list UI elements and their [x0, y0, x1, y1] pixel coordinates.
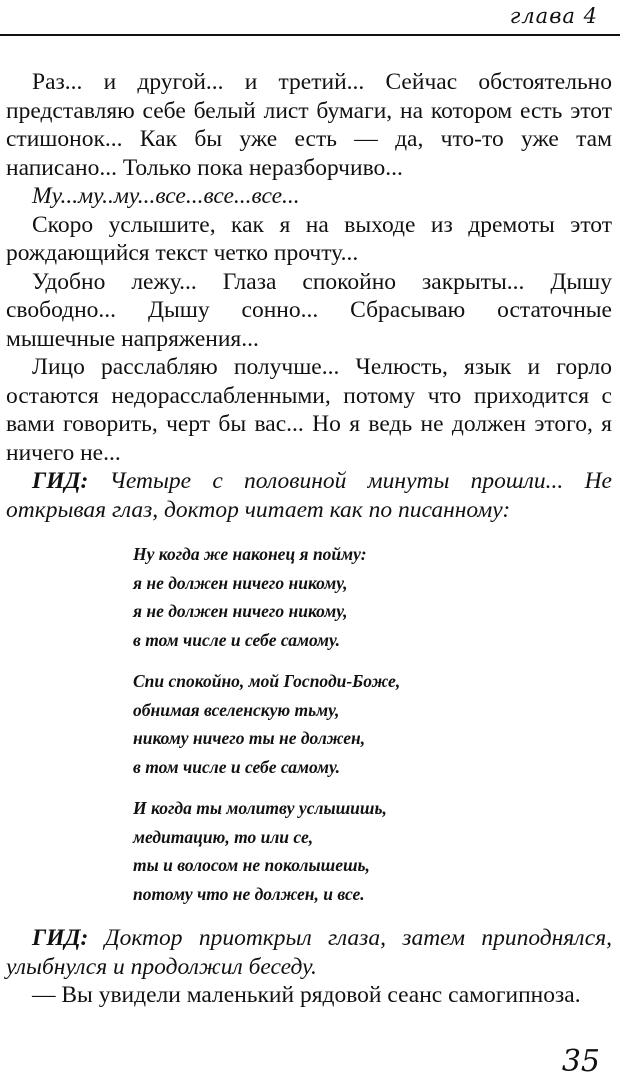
paragraph: Раз... и другой... и третий... Сейчас обстоятельно представляю себе белый лист бумаги, на котором есть этот стишонок... Как бы уже есть — да, что-то уже там написано... Только пока неразборчиво... — [6, 69, 612, 181]
guide-remark — [6, 467, 612, 524]
poem-stanza — [133, 667, 593, 781]
poem-line: в том числе и себе самому. — [133, 629, 341, 650]
poem — [133, 540, 593, 921]
poem-stanza — [133, 794, 593, 908]
chapter-header: глава 4 — [509, 4, 598, 28]
poem-line: в том числе и себе самому. — [133, 756, 341, 777]
poem-line: никому ничего ты не должен, — [133, 728, 366, 748]
poem-line: И когда ты молитву услышишь, — [133, 798, 387, 818]
guide-label: ГИД: — [32, 925, 89, 951]
header-rule — [0, 34, 620, 36]
poem-line: обнимая вселенскую тьму, — [133, 699, 340, 720]
poem-line: я не должен ничего никому, — [133, 572, 348, 593]
poem-line: я не должен ничего никому, — [133, 601, 348, 621]
poem-stanza — [133, 540, 593, 654]
poem-line: Спи спокойно, мой Господи-Боже, — [133, 671, 401, 691]
poem-line: медитацию, то или се, — [133, 826, 314, 847]
guide-text: Четыре с половиной минуты прошли... Не открывая глаз, доктор читает как по писанному: — [6, 468, 612, 523]
page-number: 35 — [561, 1044, 600, 1079]
paragraph-mumble: Му...му..му...все...все...все... — [32, 183, 300, 209]
main-text — [6, 68, 612, 524]
guide-text: Доктор приоткрыл глаза, затем приподнялся, улыбнулся и продолжил беседу. — [6, 925, 612, 980]
paragraph: — Вы увидели маленький рядовой сеанс самогипноза. — [32, 982, 581, 1008]
paragraph: Удобно лежу... Глаза спокойно закрыты... Дышу свободно... Дышу сонно... Сбрасываю остаточные мышечные напряжения... — [6, 268, 612, 352]
paragraph: Лицо расслабляю получше... Челюсть, язык и горло остаются недорасслабленными, потому что приходится с вами говорить, черт бы вас... Но я ведь не должен этого, я ничего не... — [6, 354, 612, 466]
poem-line: ты и волосом не поколышешь, — [133, 855, 370, 875]
guide-label: ГИД: — [32, 468, 89, 494]
paragraph: Скоро услышите, как я на выходе из дремоты этот рождающийся текст четко прочту... — [6, 211, 612, 266]
poem-line: потому что не должен, и все. — [133, 883, 365, 904]
closing-text — [6, 924, 612, 1010]
poem-line: Ну когда же наконец я пойму: — [133, 544, 367, 564]
guide-remark — [6, 924, 612, 981]
